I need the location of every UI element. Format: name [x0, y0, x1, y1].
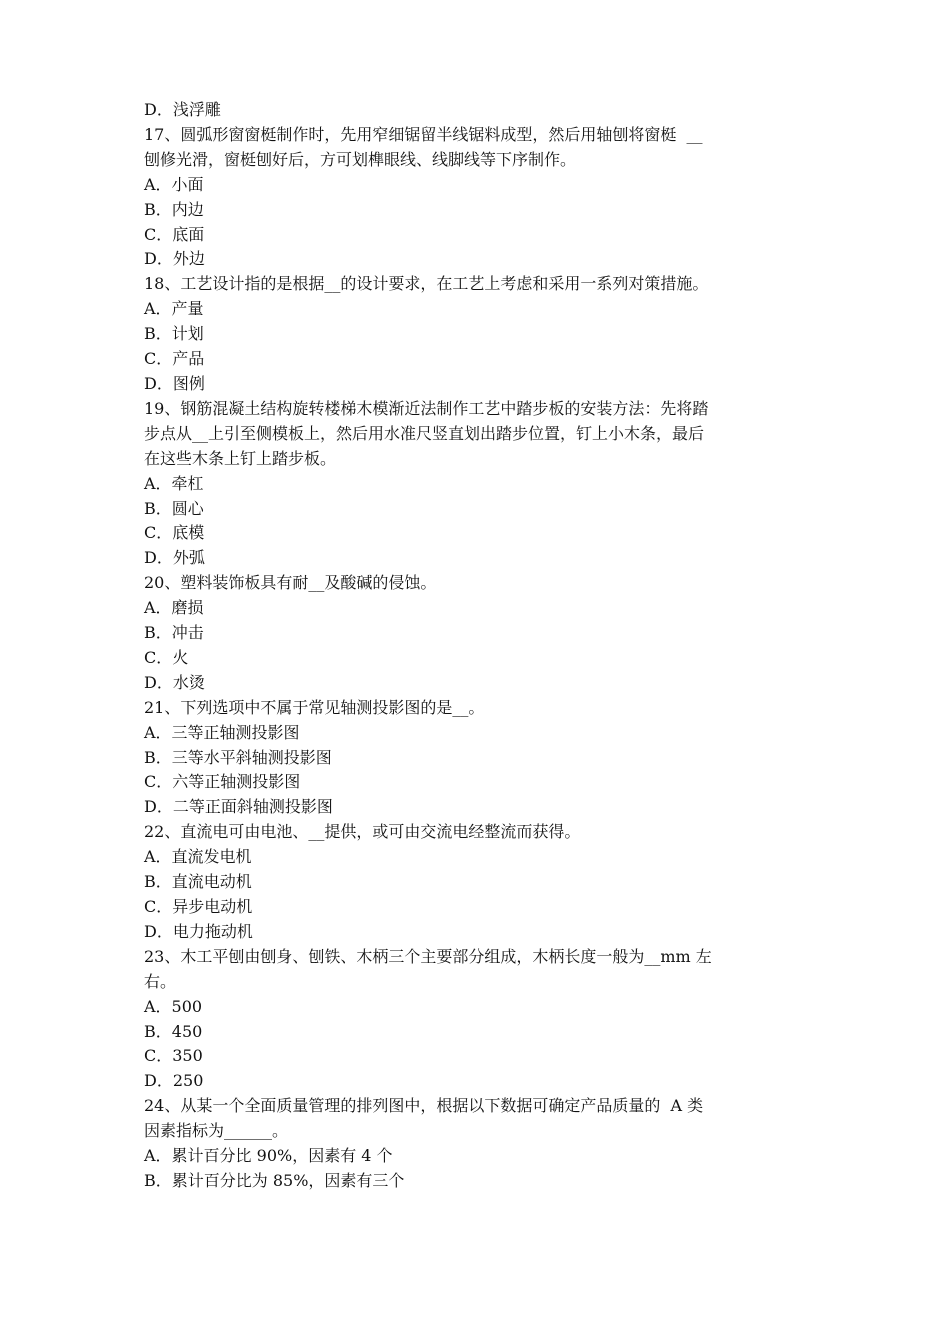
answer-option: B．直流电动机: [144, 872, 252, 892]
question-text-line: 22、直流电可由电池、__提供，或可由交流电经整流而获得。: [144, 822, 581, 842]
answer-option: C．底模: [144, 523, 205, 543]
answer-option: D．图例: [144, 373, 205, 393]
answer-option: C．底面: [144, 224, 205, 244]
answer-option: A．直流发电机: [144, 847, 252, 867]
answer-option: B．累计百分比为 85%，因素有三个: [144, 1170, 405, 1190]
answer-option: D．外边: [144, 249, 205, 269]
answer-option: C．产品: [144, 349, 205, 369]
question-text-line: 17、圆弧形窗窗梃制作时，先用窄细锯留半线锯料成型，然后用轴刨将窗梃 __: [144, 124, 703, 144]
answer-option: A．牵杠: [144, 473, 204, 493]
question-text-line: 在这些木条上钉上踏步板。: [144, 448, 337, 468]
answer-option: A．产量: [144, 299, 204, 319]
answer-option: C．异步电动机: [144, 897, 253, 916]
document-body: [144, 98, 810, 1194]
answer-option: D．二等正面斜轴测投影图: [144, 797, 333, 817]
answer-option: D．水烫: [144, 672, 205, 692]
question-text-line: 刨修光滑，窗梃刨好后，方可划榫眼线、线脚线等下序制作。: [144, 149, 577, 169]
answer-option: B．圆心: [144, 498, 204, 518]
answer-option: D．浅浮雕: [144, 100, 221, 119]
question-text-line: 20、塑料装饰板具有耐__及酸碱的侵蚀。: [144, 573, 437, 593]
answer-option: B．计划: [144, 324, 204, 344]
answer-option: A．小面: [144, 174, 204, 194]
answer-option: D．250: [144, 1071, 204, 1091]
answer-option: A．磨损: [144, 598, 204, 618]
answer-option: A．累计百分比 90%，因素有 4 个: [144, 1146, 393, 1166]
question-text-line: 步点从__上引至侧模板上，然后用水准尺竖直划出踏步位置，钉上小木条，最后: [144, 423, 705, 443]
question-text-line: 23、木工平刨由刨身、刨铁、木柄三个主要部分组成，木柄长度一般为__mm 左: [144, 946, 712, 966]
question-text-line: 18、工艺设计指的是根据__的设计要求，在工艺上考虑和采用一系列对策措施。: [144, 274, 709, 294]
answer-option: A．三等正轴测投影图: [144, 722, 300, 742]
answer-option: D．电力拖动机: [144, 921, 253, 941]
answer-option: C．火: [144, 647, 189, 667]
question-text-line: 19、钢筋混凝土结构旋转楼梯木模渐近法制作工艺中踏步板的安装方法：先将踏: [144, 398, 709, 418]
question-text-line: 21、下列选项中不属于常见轴测投影图的是__。: [144, 697, 485, 717]
question-text-line: 24、从某一个全面质量管理的排列图中，根据以下数据可确定产品质量的 A 类: [144, 1096, 704, 1116]
question-text-line: 因素指标为______。: [144, 1121, 289, 1141]
answer-option: B．内边: [144, 199, 204, 219]
answer-option: C．六等正轴测投影图: [144, 772, 301, 792]
answer-option: D．外弧: [144, 548, 205, 568]
answer-option: C．350: [144, 1046, 203, 1066]
answer-option: B．三等水平斜轴测投影图: [144, 747, 332, 767]
answer-option: A．500: [144, 996, 203, 1016]
answer-option: B．450: [144, 1021, 203, 1041]
answer-option: B．冲击: [144, 623, 204, 643]
question-text-line: 右。: [144, 971, 177, 991]
